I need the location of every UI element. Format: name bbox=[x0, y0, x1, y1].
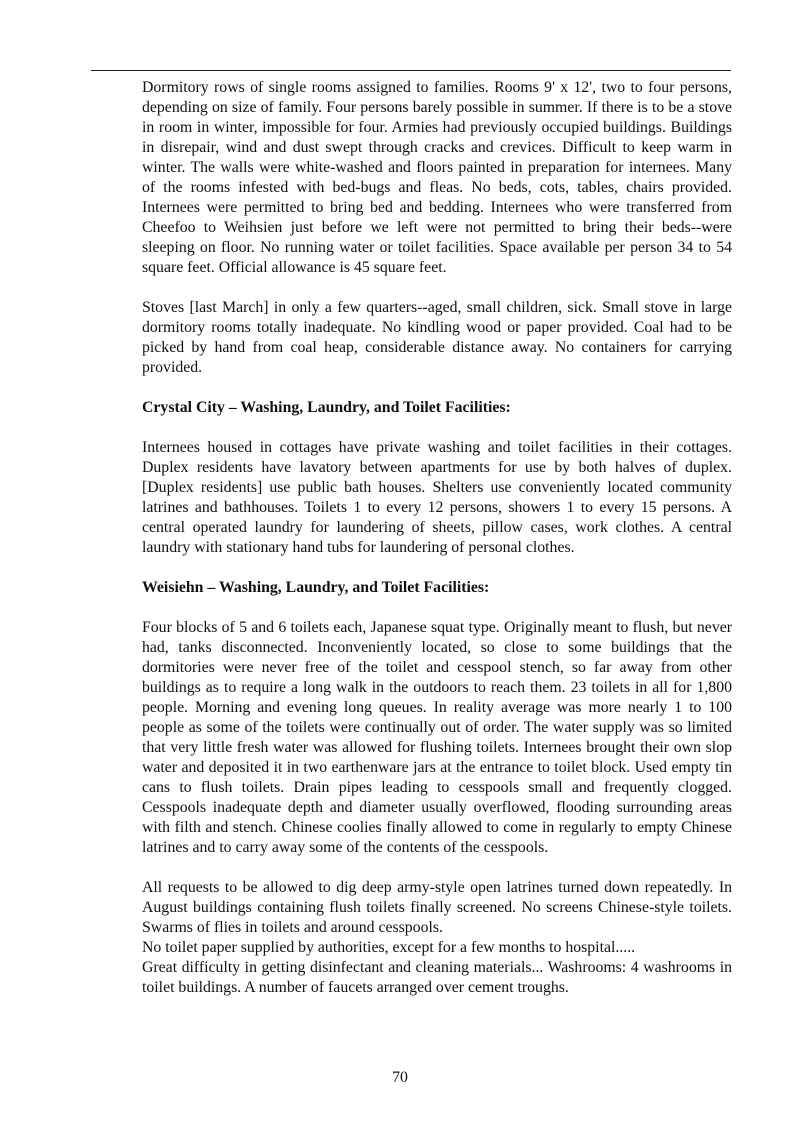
document-body bbox=[142, 78, 732, 998]
heading-crystal-city: Crystal City – Washing, Laundry, and Toilet Facilities: bbox=[142, 399, 511, 416]
header-rule bbox=[91, 70, 731, 71]
paragraph-stoves: Stoves [last March] in only a few quarters--aged, small children, sick. Small stove in large dormitory rooms totally inadequate. No kindling wood or paper provided. Coal had to be picked by hand from coal heap, considerable distance away. No containers for carrying provided. bbox=[142, 299, 732, 376]
paragraph-toilet-paper: No toilet paper supplied by authorities, except for a few months to hospital..... bbox=[142, 939, 636, 956]
paragraph-crystal-city: Internees housed in cottages have private washing and toilet facilities in their cottages. Duplex residents have lavatory between apartments for use by both halves of duplex. [Duplex residents] use public bath houses. Shelters use conveniently located community latrines and bathhouses. Toilets 1 to every 12 persons, showers 1 to every 15 persons. A central operated laundry for laundering of sheets, pillow cases, work clothes. A central laundry with stationary hand tubs for laundering of personal clothes. bbox=[142, 439, 732, 556]
paragraph-weisiehn: Four blocks of 5 and 6 toilets each, Japanese squat type. Originally meant to flush, but never had, tanks disconnected. Inconveniently located, so close to some buildings that the dormitories were never free of the toilet and cesspool stench, so far away from other buildings as to require a long walk in the outdoors to reach them. 23 toilets in all for 1,800 people. Morning and evening long queues. In reality average was more nearly 1 to 100 people as some of the toilets were continually out of order. The water supply was so limited that very little fresh water was allowed for flushing toilets. Internees brought their own slop water and deposited it in two earthenware jars at the entrance to toilet block. Used empty tin cans to flush toilets. Drain pipes leading to cesspools small and frequently clogged. Cesspools inadequate depth and diameter usually overflowed, flooding surrounding areas with filth and stench. Chinese coolies finally allowed to come in regularly to empty Chinese latrines and to carry away some of the contents of the cesspools. bbox=[142, 619, 732, 856]
paragraph-disinfectant: Great difficulty in getting disinfectant and cleaning materials... Washrooms: 4 washrooms in toilet buildings. A number of faucets arranged over cement troughs. bbox=[142, 959, 732, 996]
page-number: 70 bbox=[392, 1069, 408, 1086]
paragraph-latrines: All requests to be allowed to dig deep army-style open latrines turned down repeatedly. In August buildings containing flush toilets finally screened. No screens Chinese-style toilets. Swarms of flies in toilets and around cesspools. bbox=[142, 879, 732, 936]
heading-weisiehn: Weisiehn – Washing, Laundry, and Toilet Facilities: bbox=[142, 579, 490, 596]
paragraph-dormitory: Dormitory rows of single rooms assigned to families. Rooms 9' x 12', two to four persons, depending on size of family. Four persons barely possible in summer. If there is to be a stove in room in winter, impossible for four. Armies had previously occupied buildings. Buildings in disrepair, wind and dust swept through cracks and crevices. Difficult to keep warm in winter. The walls were white-washed and floors painted in preparation for internees. Many of the rooms infested with bed-bugs and fleas. No beds, cots, tables, chairs provided. Internees were permitted to bring bed and bedding. Internees who were transferred from Cheefoo to Weihsien just before we left were not permitted to bring their beds--were sleeping on floor. No running water or toilet facilities. Space available per person 34 to 54 square feet. Official allowance is 45 square feet. bbox=[142, 79, 732, 276]
